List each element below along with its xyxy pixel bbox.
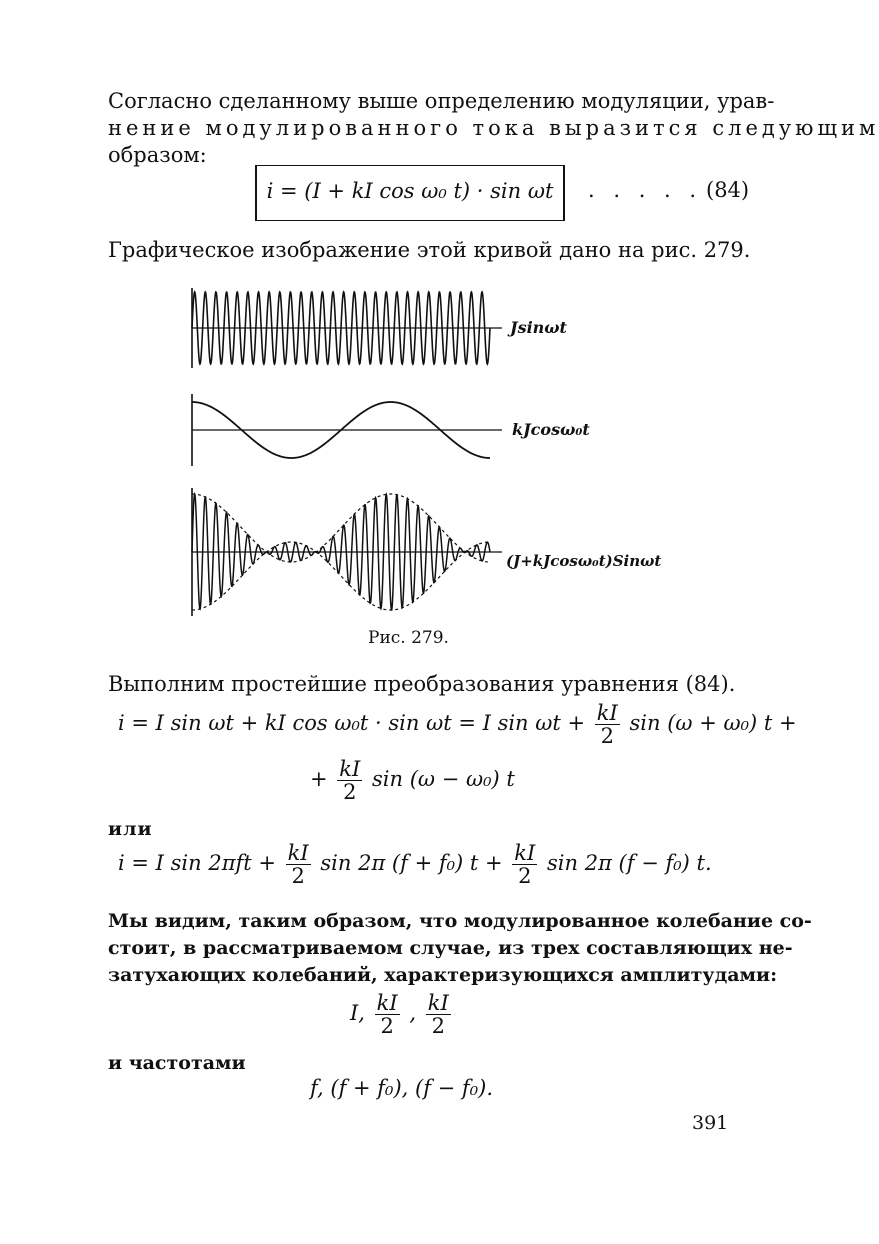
eq3-fraction-1 [286,842,311,887]
eq2-frac-den: 2 [343,780,357,805]
equation-line-2 [310,758,515,803]
eq1-part-a: i = I sin ωt + kI cos ω₀t · sin ωt = I sin ωt + [118,711,586,736]
carrier-wave [192,288,502,368]
eq2-fraction [337,758,362,803]
amp-sep: , [409,1001,417,1026]
eq3-part-b: sin 2π (f + f₀) t + [320,851,503,876]
eq3-frac2-den: 2 [518,864,532,889]
amp-frac1-den: 2 [380,1014,394,1039]
amplitudes-expression [350,992,454,1037]
page-number: 391 [692,1112,729,1134]
eq3-frac1-den: 2 [291,864,305,889]
eq2-frac-num: kI [339,757,361,781]
modulating-wave-label: kJcosω₀t [512,420,590,439]
eq3-frac2-num: kI [514,841,536,865]
amp-frac2-num: kI [427,991,449,1015]
carrier-wave-label: Jsinωt [510,318,567,337]
equation-line-3 [118,842,712,887]
eq2-part-b: sin (ω − ω₀) t [372,767,515,792]
figure-caption: Рис. 279. [368,628,449,648]
modulated-wave-label: (J+kJcosω₀t)Sinωt [506,552,662,570]
eq3-part-c: sin 2π (f − f₀) t. [547,851,712,876]
equation-line-1 [118,702,797,747]
modulating-wave [192,394,502,466]
equation-84-box [255,165,565,221]
intro-line-2: нение модулированного тока выразится следующим [108,116,879,140]
amp-frac1-num: kI [376,991,398,1015]
equation-84-dots: . . . . . [588,178,703,202]
frequencies-intro: и частотами [108,1052,246,1074]
eq1-frac-den: 2 [600,724,614,749]
eq1-part-b: sin (ω + ω₀) t + [629,711,797,736]
conclusion-line-2: стоит, в рассматриваемом случае, из трех составляющих не- [108,937,793,959]
conclusion-paragraph [108,908,812,989]
conclusion-line-3: затухающих колебаний, характеризующихся амплитудами: [108,964,778,986]
amp-fraction-2 [426,992,451,1037]
amp-part-a: I, [350,1001,365,1026]
eq3-frac1-num: kI [287,841,309,865]
intro-line-3: образом: [108,143,207,167]
equation-84-number: (84) [706,178,750,202]
or-word: или [108,818,153,840]
conclusion-line-1: Мы видим, таким образом, что модулированное колебание со- [108,910,812,932]
modulated-wave [192,488,502,616]
figure-reference-paragraph: Графическое изображение этой кривой дано на рис. 279. [108,238,751,262]
frequencies-expression: f, (f + f₀), (f − f₀). [310,1076,493,1100]
eq3-part-a: i = I sin 2πft + [118,851,276,876]
amp-frac2-den: 2 [431,1014,445,1039]
eq2-part-a: + [310,767,328,792]
figure-279 [180,282,662,631]
intro-line-1: Согласно сделанному выше определению модуляции, урав- [108,89,775,113]
eq1-fraction [595,702,620,747]
equation-84-formula: i = (I + kI cos ω₀ t) · sin ωt [266,179,554,203]
transformation-paragraph: Выполним простейшие преобразования уравнения (84). [108,672,736,696]
intro-paragraph [108,88,879,169]
eq3-fraction-2 [512,842,537,887]
amp-fraction-1 [375,992,400,1037]
eq1-frac-num: kI [596,701,618,725]
